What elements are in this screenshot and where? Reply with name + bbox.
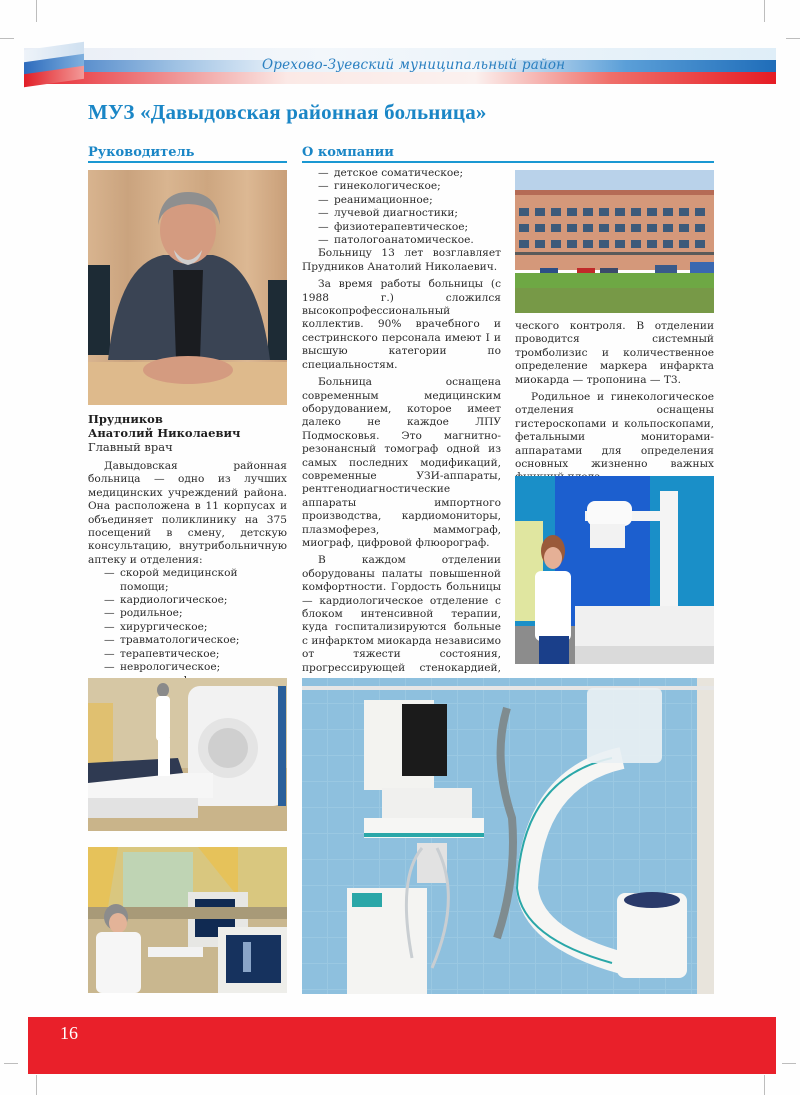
about-column <box>302 167 501 742</box>
section-heading-leader: Руководитель <box>88 145 195 160</box>
region-title: Орехово-Зуевский муниципальный район <box>262 57 566 73</box>
paragraph: За время работы больницы (с 1988 г.) сложился высокопрофессиональный коллектив. 90% врачебного и сестринского персонала имеют I и высшую категории по специальностям. <box>302 278 501 371</box>
about-column-3 <box>515 320 714 485</box>
page-number: 16 <box>60 1023 78 1043</box>
list-item: — лучевой диагностики; <box>318 207 459 220</box>
xray-room-illustration <box>515 476 714 664</box>
mri-photo <box>88 678 287 831</box>
flag-stripe-red <box>24 72 776 84</box>
c-arm-illustration <box>302 678 714 994</box>
flag-wave-icon <box>24 44 84 84</box>
leader-name-line2: Анатолий Николаевич <box>88 426 241 440</box>
list-item: — реанимационное; <box>318 193 433 206</box>
workstation-illustration <box>88 847 287 993</box>
mri-illustration <box>88 678 287 831</box>
list-item: — неврологическое; <box>104 661 221 674</box>
page-title: МУЗ «Давыдовская районная больница» <box>88 100 487 124</box>
list-item: — гинекологическое; <box>318 180 441 193</box>
list-item: — родильное; <box>104 607 183 620</box>
paragraph: ческого контроля. В отделении проводится системный тромболизис и количественное определение маркера инфаркта миокарда — тропонина — Т3. <box>515 320 714 386</box>
list-item: — скорой медицинской помощи; <box>104 567 238 593</box>
list-item: — терапевтическое; <box>104 647 220 660</box>
flag-banner <box>24 44 776 84</box>
list-item: — травматологическое; <box>104 634 240 647</box>
portrait-illustration <box>88 170 287 405</box>
section-heading-about: О компании <box>302 145 394 160</box>
departments-list-cont <box>302 167 501 247</box>
crop-mark <box>36 0 37 22</box>
section-rule <box>88 161 287 163</box>
leader-name-line1: Прудников <box>88 412 163 426</box>
crop-mark <box>782 1063 796 1064</box>
section-rule <box>302 161 714 163</box>
list-item: — патологоанатомическое. <box>318 234 474 247</box>
paragraph: Родильное и гинекологическое отделения оснащены гистероскопами и кольпоскопами, фетальными мониторами-аппаратами для определения основных жизненно важных <box>515 391 714 471</box>
paragraph: Больницу 13 лет возглавляет Прудников Анатолий Николаевич. <box>302 247 501 273</box>
crop-mark <box>786 38 800 39</box>
departments-list <box>88 567 287 688</box>
list-item: — кардиологическое; <box>104 594 228 607</box>
paragraph: В каждом отделении оборудованы палаты повышенной комфортности. Гордость больницы — кардиологическое отделение с блоком интенсивной терапии, куда госпитализируются больные с инфарктом миокарда независимо от тяжести состояния, прогрессирующей стенокардией, <box>302 554 501 674</box>
list-item: — физиотерапевтическое; <box>318 220 469 233</box>
leader-column <box>88 412 287 688</box>
list-item: — хирургическое; <box>104 620 208 633</box>
building-illustration <box>515 170 714 313</box>
footer-bar <box>28 1017 776 1074</box>
crop-mark <box>764 0 765 22</box>
intro-paragraph: Давыдовская районная больница — одно из лучших медицинских учреждений района. Она расположена в 11 корпусах и объединяет поликлинику на 375 посещений в смену, детскую консультацию, внутрибольничную аптеку и отделения: <box>88 460 287 566</box>
xray-room-photo <box>515 476 714 664</box>
portrait-photo <box>88 170 287 405</box>
crop-mark <box>4 1063 18 1064</box>
c-arm-xray-photo <box>302 678 714 994</box>
paragraph: Больница оснащена современным медицинским оборудованием, которое имеет далеко не каждое ЛПУ Подмосковья. Это магнитно-резонансный томограф одной из самых последних модификаций, современные УЗИ-аппараты, рентгенодиагностические аппараты импортного производства, кардиомониторы, плазмоферез, маммограф, миограф, цифровой флюорограф. <box>302 376 501 549</box>
crop-mark <box>36 1075 37 1095</box>
leader-role: Главный врач <box>88 440 173 454</box>
hospital-building-photo <box>515 170 714 313</box>
crop-mark <box>764 1075 765 1095</box>
list-item: — детское соматическое; <box>318 167 464 179</box>
crop-mark <box>0 38 14 39</box>
computer-workstation-photo <box>88 847 287 993</box>
